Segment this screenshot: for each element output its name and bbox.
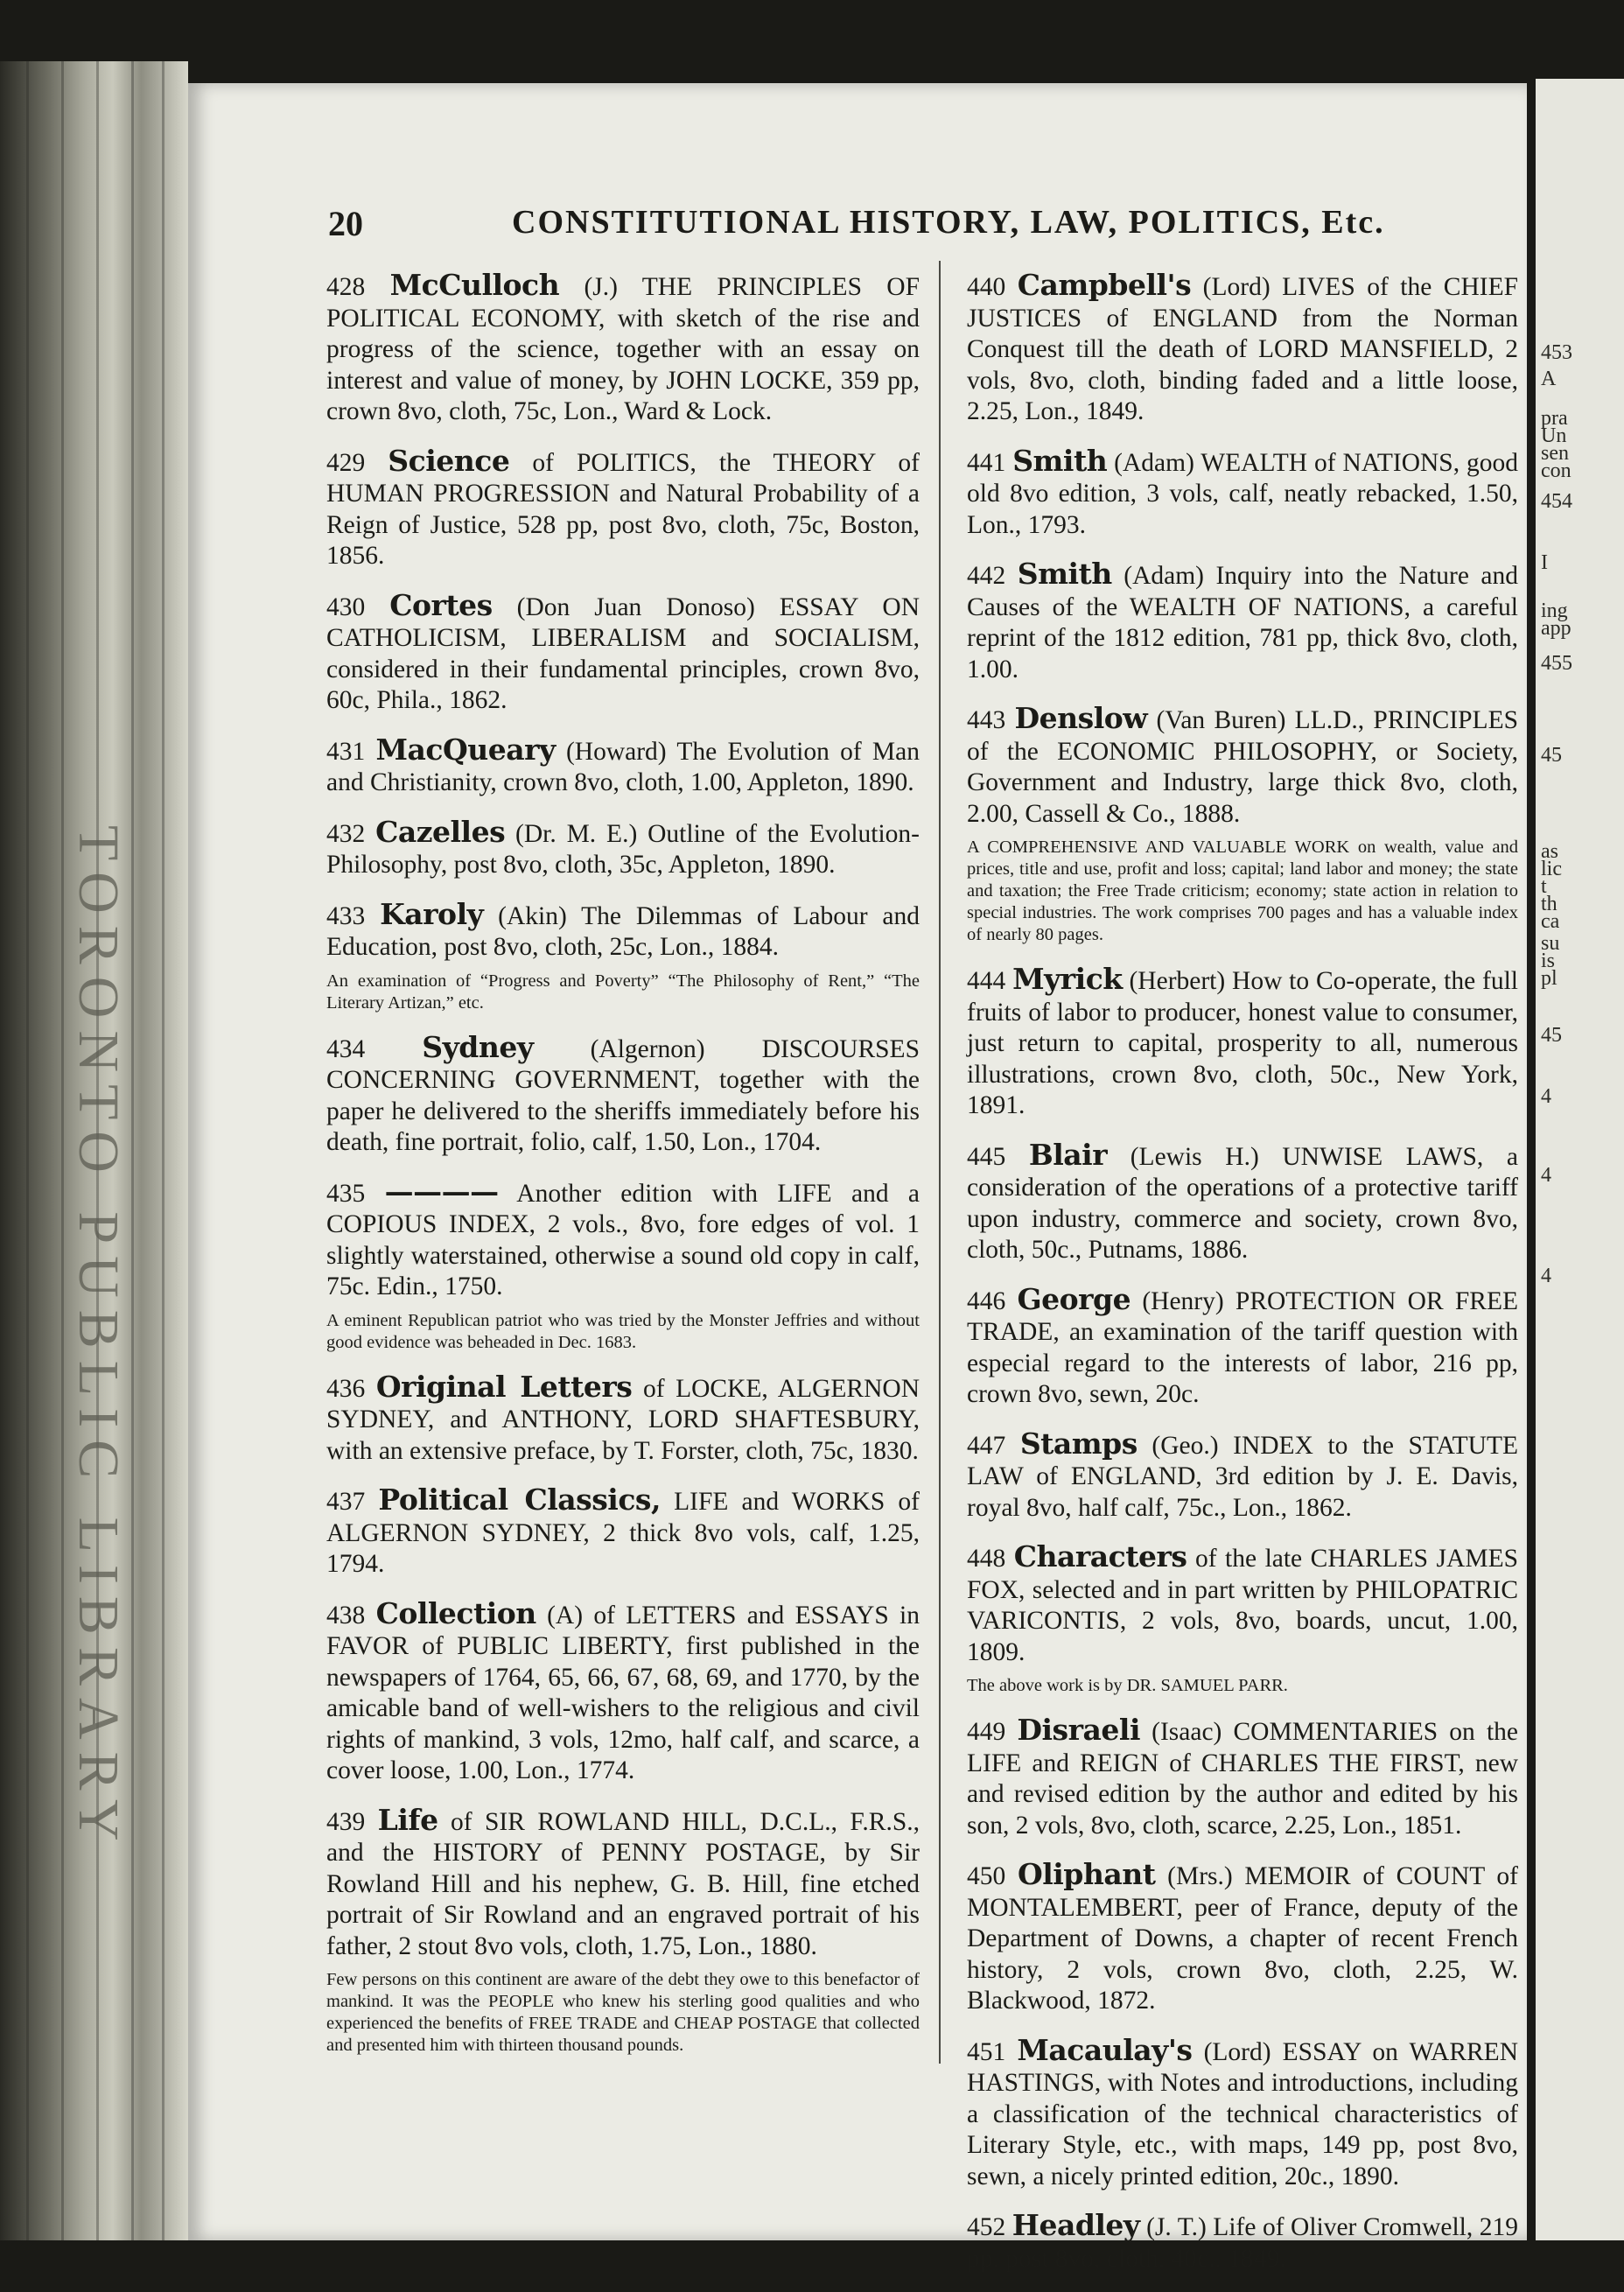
- entry-author: Collection: [375, 1595, 536, 1630]
- entry-description: of POLITICS, the THEORY of HUMAN PROGRESSION and Natural Probability of a Reign of Justice, 528 pp, post 8vo, cloth, 75c, Boston, 1856.: [326, 448, 920, 570]
- left-column: [326, 270, 920, 2074]
- entry-author: Original Letters: [375, 1369, 633, 1404]
- entry-author: McCulloch: [389, 268, 560, 302]
- running-head: [328, 203, 1385, 247]
- next-page-fragment: I: [1541, 551, 1548, 574]
- entry-description: (Adam) WEALTH of NATIONS, good old 8vo edition, 3 vols, calf, neatly rebacked, 1.50, Lon., 1793.: [967, 448, 1519, 539]
- next-page-fragment: sen: [1541, 442, 1569, 465]
- next-page-fragment: as: [1541, 840, 1558, 863]
- entry-number: 445: [967, 1142, 1006, 1171]
- entry-note: An examination of “Progress and Poverty” “The Philosophy of Rent,” “The Literary Artizan,” etc.: [326, 971, 920, 1013]
- entry-note: A COMPREHENSIVE AND VALUABLE WORK on wealth, value and prices, title and use, profit and loss; capital; land labor and money; the state and taxation; the Free Trade criticism; economy; state action in relation to special industries. The work comprises 700 pages and has a valuable index of nearly 80 pages.: [967, 838, 1518, 944]
- catalogue-entry: [326, 587, 920, 717]
- next-page-fragment: 4: [1541, 1265, 1551, 1287]
- entry-number: 437: [326, 1488, 366, 1516]
- entry-description: (Howard) The Evolution of Man and Christianity, crown 8vo, cloth, 1.00, Appleton, 1890.: [326, 737, 920, 796]
- entry-author: Cortes: [389, 587, 493, 622]
- catalogue-entry: [967, 703, 1518, 830]
- next-page-fragment: th: [1541, 893, 1558, 915]
- next-page-fragment: pl: [1541, 967, 1558, 990]
- entry-number: 444: [967, 967, 1006, 995]
- entry-description: (Henry) PROTECTION OR FREE TRADE, an examination of the tariff question with especial regard to the interests of labor, 216 pp, crown 8vo, sewn, 20c.: [967, 1286, 1519, 1408]
- entry-author: Headley: [1012, 2208, 1140, 2242]
- entry-description: (Dr. M. E.) Outline of the Evolution-Philosophy, post 8vo, cloth, 35c, Appleton, 1890.: [326, 819, 920, 879]
- next-page-fragment: is: [1541, 950, 1556, 972]
- entry-description: (Lord) LIVES of the CHIEF JUSTICES of ENGLAND from the Norman Conquest till the death of LORD MANSFIELD, 2 vols, 8vo, cloth, binding faded and a little loose, 2.25, Lon., 1849.: [967, 273, 1518, 425]
- entry-number: 433: [326, 901, 366, 930]
- page-heading: CONSTITUTIONAL HISTORY, LAW, POLITICS, Etc.: [512, 204, 1385, 241]
- entry-author: Macaulay's: [1017, 2032, 1193, 2067]
- entry-description: (Van Buren) LL.D., PRINCIPLES of the ECONOMIC PHILOSOPHY, or Society, Government and Industry, large thick 8vo, cloth, 2.00, Cassell & Co., 1888.: [967, 706, 1519, 828]
- catalogue-entry: [326, 270, 920, 428]
- entry-description: (Herbert) How to Co-operate, the full fruits of labor to producer, honest value to consumer, just return to capital, prosperity to all, numerous illustrations, crown 8vo, cloth, 50c., New York, 1891.: [967, 967, 1518, 1119]
- entry-author: Karoly: [380, 896, 484, 931]
- entry-author: George: [1017, 1281, 1131, 1316]
- catalogue-entry: [967, 1859, 1518, 2017]
- entry-author: Oliphant: [1017, 1857, 1156, 1891]
- entry-number: 428: [326, 273, 366, 301]
- catalogue-entry: [967, 1139, 1518, 1266]
- next-page-fragment: 4: [1541, 1164, 1551, 1187]
- entry-number: 429: [326, 448, 366, 477]
- entry-description: (Mrs.) MEMOIR of COUNT of MONTALEMBERT, peer of France, deputy of the Department of Downs, a chapter of recent French history, 2 vols, crown 8vo, cloth, 2.25, W. Blackwood, 1872.: [967, 1862, 1518, 2015]
- next-page-fragment: 454: [1541, 490, 1572, 513]
- entry-description: (Algernon) DISCOURSES CONCERNING GOVERNMENT, together with the paper he delivered to the sheriffs immediately before his death, fine portrait, folio, calf, 1.50, Lon., 1704.: [326, 1034, 920, 1156]
- catalogue-entry: [326, 734, 920, 799]
- entry-number: 442: [967, 562, 1006, 590]
- catalogue-entry: [967, 1281, 1519, 1411]
- right-column: [967, 270, 1518, 2292]
- entry-author: Political Classics,: [378, 1482, 661, 1517]
- entry-author: Smith: [1012, 443, 1108, 478]
- catalogue-entry: [967, 964, 1518, 1122]
- entry-author: Myrick: [1012, 962, 1123, 996]
- entry-number: 430: [326, 592, 366, 621]
- entry-description: (A) of LETTERS and ESSAYS in FAVOR of PUBLIC LIBERTY, first published in the newspapers of 1764, 65, 66, 67, 68, 69, and 1770, by the amicable band of well-wishers to the religious and civil rights of mankind, 3 vols, 12mo, half calf, and scarce, a cover loose, 1.00, Lon., 1774.: [326, 1601, 920, 1784]
- catalogue-entry: [326, 1176, 920, 1303]
- entry-number: 452: [967, 2213, 1006, 2241]
- entry-author: Stamps: [1019, 1426, 1138, 1461]
- entry-number: 438: [326, 1601, 366, 1630]
- entry-number: 447: [967, 1431, 1006, 1460]
- entry-number: 431: [326, 737, 366, 766]
- entry-author: Life: [377, 1802, 438, 1837]
- entry-number: 448: [967, 1545, 1006, 1573]
- entry-description: LIFE and WORKS of ALGERNON SYDNEY, 2 thick 8vo vols, calf, 1.25, 1794.: [326, 1488, 920, 1578]
- entry-description: of the late CHARLES JAMES FOX, selected and in part written by PHILOPATRIC VARICONTIS, 2 vols, 8vo, boards, uncut, 1.00, 1809.: [967, 1545, 1518, 1666]
- entry-description: (J. T.) Life of Oliver Cromwell, 219 pp, post 8vo, cloth, 40c., 1849.: [967, 2213, 1519, 2273]
- next-page-fragment: 453: [1541, 341, 1572, 364]
- entry-author: ————: [384, 1174, 499, 1209]
- entry-number: 432: [326, 819, 366, 848]
- catalogue-entry: [967, 2032, 1518, 2193]
- catalogue-entry: [326, 445, 920, 572]
- entry-description: (J.) THE PRINCIPLES OF POLITICAL ECONOMY, with sketch of the rise and progress of the science, together with an essay on interest and value of money, by JOHN LOCKE, 359 pp, crown 8vo, cloth, 75c, Lon., Ward & Lock.: [326, 273, 920, 425]
- entry-number: 440: [967, 273, 1006, 301]
- catalogue-entry: [967, 1428, 1518, 1524]
- entry-number: 451: [967, 2037, 1006, 2066]
- entry-author: Characters: [1013, 1539, 1187, 1574]
- next-page-fragment: 4: [1541, 1085, 1551, 1108]
- entry-number: 436: [326, 1374, 366, 1403]
- catalogue-entry: [967, 1714, 1518, 1841]
- entry-note: The above work is by DR. SAMUEL PARR.: [967, 1676, 1288, 1695]
- catalogue-entry: [326, 1802, 920, 1963]
- entry-number: 443: [967, 706, 1006, 734]
- catalogue-entry: [326, 1029, 920, 1159]
- entry-description: (Lewis H.) UNWISE LAWS, a consideration of the operations of a protective tariff upon industry, commerce and society, crown 8vo, cloth, 50c., Putnams, 1886.: [967, 1142, 1518, 1264]
- catalogue-entry: [967, 445, 1518, 542]
- next-page-fragment: ca: [1541, 910, 1560, 933]
- entry-number: 439: [326, 1807, 366, 1836]
- entry-description: of SIR ROWLAND HILL, D.C.L., F.R.S., and the HISTORY of PENNY POSTAGE, by Sir Rowland Hill and his nephew, G. B. Hill, fine etched portrait of Sir Rowland and an engraved portrait of his father, 2 stout 8vo vols, cloth, 1.75, Lon., 1880.: [326, 1807, 920, 1960]
- next-page-fragment: app: [1541, 617, 1572, 640]
- next-page-fragment: 45: [1541, 1024, 1562, 1047]
- catalogue-entry: [967, 1541, 1518, 1668]
- catalogue-entry: [326, 814, 920, 881]
- entry-description: (Don Juan Donoso) ESSAY ON CATHOLICISM, LIBERALISM and SOCIALISM, considered in their fundamental principles, crown 8vo, 60c, Phila., 1862.: [326, 592, 920, 714]
- next-page-fragment: 455: [1541, 652, 1572, 675]
- entry-description: (Adam) Inquiry into the Nature and Causes of the WEALTH OF NATIONS, a careful reprint of the 1812 edition, 781 pp, thick 8vo, cloth, 1.00.: [967, 562, 1519, 683]
- entry-description: (Akin) The Dilemmas of Labour and Education, post 8vo, cloth, 25c, Lon., 1884.: [326, 901, 920, 961]
- entry-number: 449: [967, 1718, 1006, 1746]
- page-number: 20: [328, 204, 363, 243]
- next-page-fragment: con: [1541, 459, 1572, 482]
- catalogue-entry: [326, 1484, 920, 1581]
- catalogue-entry: [326, 1371, 920, 1468]
- entry-number: 434: [326, 1034, 366, 1063]
- next-page-fragment: A: [1541, 368, 1557, 390]
- entry-description: (Lord) ESSAY on WARREN HASTINGS, with Notes and introductions, including a classification of the technical characteristics of Literary Style, etc., with maps, 149 pp, post 8vo, sewn, a nicely printed edition, 20c., 1890.: [967, 2037, 1518, 2190]
- adjacent-page-edge: [1536, 79, 1624, 2240]
- entry-author: Cazelles: [375, 814, 506, 849]
- entry-description: Another edition with LIFE and a COPIOUS INDEX, 2 vols., 8vo, fore edges of vol. 1 slightly waterstained, otherwise a sound old copy in calf, 75c. Edin., 1750.: [326, 1179, 920, 1300]
- entry-author: Denslow: [1014, 701, 1148, 735]
- next-page-fragment: lic: [1541, 858, 1562, 880]
- next-page-fragment: su: [1541, 932, 1560, 955]
- column-divider: [939, 261, 941, 2064]
- entry-author: Disraeli: [1017, 1713, 1140, 1747]
- catalogue-entry: [967, 558, 1518, 685]
- entry-description: of LOCKE, ALGERNON SYDNEY, and ANTHONY, LORD SHAFTESBURY, with an extensive preface, by T. Forster, cloth, 75c, 1830.: [326, 1374, 920, 1465]
- next-page-fragment: t: [1541, 875, 1547, 898]
- next-page-fragment: pra: [1541, 407, 1568, 430]
- catalogue-entry: [326, 1595, 920, 1787]
- entry-note: Few persons on this continent are aware of the debt they owe to this benefactor of mankind. It was the PEOPLE who knew his sterling good qualities and who experienced the benefits of FREE TRADE and CHEAP POSTAGE that collected and presented him with thirteen thousand pounds.: [326, 1970, 920, 2055]
- entry-number: 441: [967, 448, 1006, 477]
- entry-number: 450: [967, 1862, 1006, 1890]
- entry-author: Sydney: [422, 1029, 534, 1064]
- next-page-fragment: ing: [1541, 599, 1568, 622]
- entry-author: Science: [388, 443, 510, 478]
- entry-author: Smith: [1017, 557, 1112, 591]
- entry-author: Campbell's: [1017, 268, 1192, 302]
- entry-number: 435: [326, 1179, 366, 1208]
- library-stamp: TORONTO PUBLIC LIBRARY: [66, 824, 130, 1854]
- catalogue-entry: [967, 270, 1518, 428]
- entry-description: (Isaac) COMMENTARIES on the LIFE and REIGN of CHARLES THE FIRST, new and revised edition by the author and edited by his son, 2 vols, 8vo, cloth, scarce, 2.25, Lon., 1851.: [967, 1718, 1518, 1840]
- catalogue-entry: [326, 896, 920, 964]
- book-fore-edge: [0, 61, 188, 2240]
- entry-description: (Geo.) INDEX to the STATUTE LAW of ENGLAND, 3rd edition by J. E. Davis, royal 8vo, half calf, 75c., Lon., 1862.: [967, 1431, 1519, 1522]
- catalogue-entry: [967, 2210, 1518, 2274]
- entry-number: 446: [967, 1286, 1006, 1315]
- entry-author: MacQueary: [375, 732, 556, 767]
- entry-note: A eminent Republican patriot who was tried by the Monster Jeffries and without good evidence was beheaded in Dec. 1683.: [326, 1310, 920, 1352]
- next-page-fragment: 45: [1541, 744, 1562, 767]
- next-page-fragment: Un: [1541, 424, 1567, 447]
- entry-author: Blair: [1028, 1137, 1108, 1172]
